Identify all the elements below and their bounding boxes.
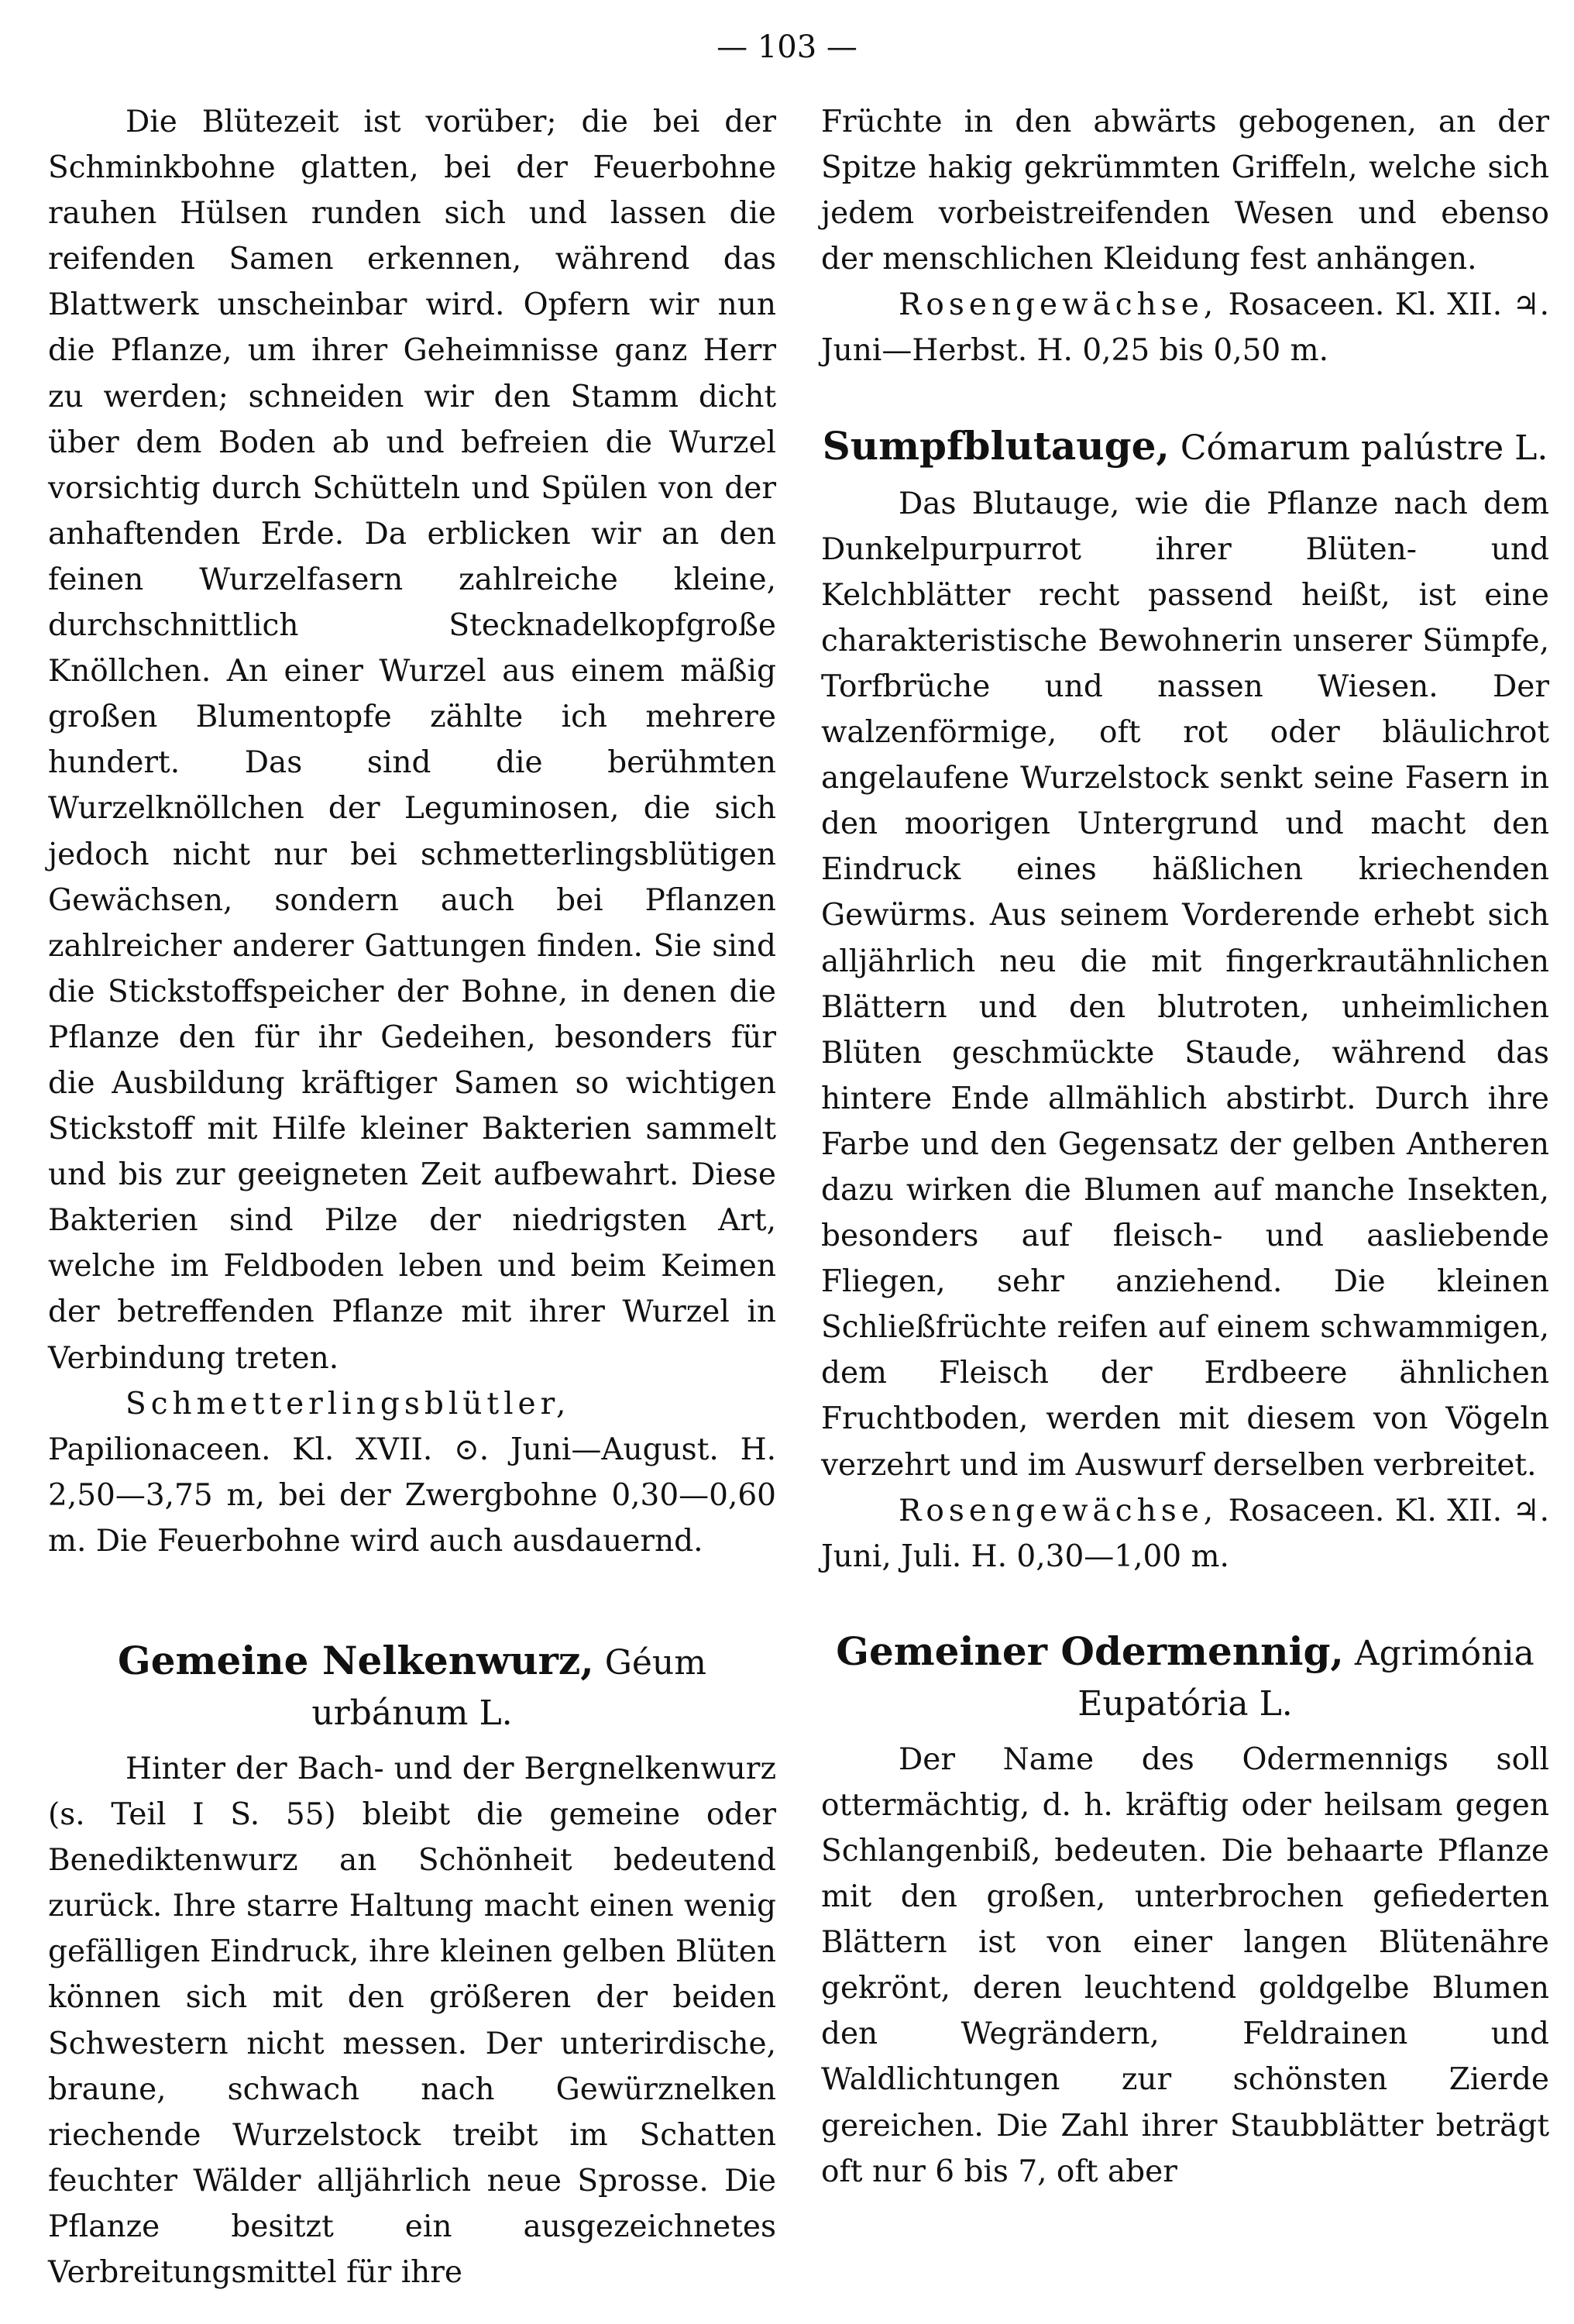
geum-latin-name-b: urbánum L. (311, 1693, 513, 1733)
agrimonia-latin-name-b: Eupatória L. (1077, 1683, 1293, 1724)
comarum-german-name: Sumpfblutauge, (822, 422, 1170, 469)
left-column (48, 99, 776, 2295)
geum-classification-paragraph (821, 282, 1549, 373)
geum-family-name: Rosengewächse, (899, 287, 1218, 323)
agrimonia-latin-name-a: Agrimónia (1343, 1633, 1534, 1673)
geum-continued-paragraph: Früchte in den abwärts gebogenen, an der Spitze hakig gekrümmten Griffeln, welche sich jedem vorbeistreifenden Wesen und ebenso der menschlichen Kleidung fest anhängen. (821, 105, 1549, 277)
bean-root-nodules-paragraph: Die Blütezeit ist vorüber; die bei der Schminkbohne glatten, bei der Feuerbohne rauhen Hülsen runden sich und lassen die reifenden Samen erkennen, während das Blattwerk unscheinbar wird. Opfern wir nun die Pflanze, um ihrer Geheimnisse ganz Herr zu werden; schneiden wir den Stamm dicht über dem Boden ab und befreien die Wurzel vorsichtig durch Schütteln und Spülen von der anhaftenden Erde. Da erblicken wir an den feinen Wurzelfasern zahlreiche kleine, durchschnittlich Stecknadelkopfgroße Knöllchen. An einer Wurzel aus einem mäßig großen Blumentopfe zählte ich mehrere hundert. Das sind die berühmten Wurzelknöllchen der Leguminosen, die sich jedoch nicht nur bei schmetterlingsblütigen Gewächsen, sondern auch bei Pflanzen zahlreicher anderer Gattungen finden. Sie sind die Stickstoffspeicher der Bohne, in denen die Pflanze den für ihr Gedeihen, besonders für die Ausbildung kräftiger Samen so wichtigen Stickstoff mit Hilfe kleiner Bakterien sammelt und bis zur geeigneten Zeit aufbewahrt. Diese Bakterien sind Pilze der niedrigsten Art, welche im Feldboden leben und beim Keimen der betreffenden Pflanze mit ihrer Wurzel in Verbindung treten. (48, 105, 776, 1376)
comarum-latin-name: Cómarum palústre L. (1169, 428, 1548, 468)
page-number: — 103 — (717, 29, 857, 65)
agrimonia-description-paragraph: Der Name des Odermennigs soll ottermächtig, d. h. kräftig oder heilsam gegen Schlangenbiß, bedeuten. Die behaarte Pflanze mit den großen, unterbrochen gefiederten Blättern ist von einer langen Blütenähre gekrönt, deren leuchtend goldgelbe Blumen den Wegrändern, Feldrainen und Waldlichtungen zur schönsten Zierde gereichen. Die Zahl ihrer Staubblätter beträgt oft nur 6 bis 7, oft aber (821, 1741, 1549, 2189)
comarum-family-name: Rosengewächse, (899, 1493, 1218, 1528)
geum-german-name: Gemeine Nelkenwurz, (118, 1638, 594, 1683)
agrimonia-heading (821, 1626, 1549, 1729)
comarum-description-paragraph: Das Blutauge, wie die Pflanze nach dem Dunkelpurpurrot ihrer Blüten- und Kelchblätter recht passend heißt, ist eine charakteristische Bewohnerin unserer Sümpfe, Torfbrüche und nassen Wiesen. Der walzenförmige, oft rot oder bläulichrot angelaufene Wurzelstock senkt seine Fasern in den moorigen Untergrund und macht den Eindruck eines häßlichen kriechenden Gewürms. Aus seinem Vorderende erhebt sich alljährlich neu die mit fingerkrautähnlichen Blättern und den blutroten, unheimlichen Blüten geschmückte Staude, während das hintere Ende allmählich abstirbt. Durch ihre Farbe und den Gegensatz der gelben Antheren dazu wirken die Blumen auf manche Insekten, besonders auf fleisch- und aasliebende Fliegen, sehr anziehend. Die kleinen Schließfrüchte reifen auf einem schwammigen, dem Fleisch der Erdbeere ähnlichen Fruchtboden, werden mit diesem von Vögeln verzehrt und im Auswurf derselben verbreitet. (821, 486, 1549, 1483)
agrimonia-german-name: Gemeiner Odermennig, (836, 1628, 1344, 1674)
geum-latin-name-a: Géum (593, 1643, 706, 1683)
bean-classification-paragraph (48, 1381, 776, 1564)
geum-heading (48, 1635, 776, 1738)
comarum-heading (821, 421, 1549, 473)
right-column (821, 99, 1549, 2195)
comarum-classification-text: Rosaceen. Kl. XII. ♃. Juni, Juli. H. 0,30—1,00 m. (821, 1493, 1549, 1574)
comarum-classification-paragraph (821, 1488, 1549, 1580)
geum-description-paragraph: Hinter der Bach- und der Bergnelkenwurz (s. Teil I S. 55) bleibt die gemeine oder Benediktenwurz an Schönheit bedeutend zurück. Ihre starre Haltung macht einen wenig gefälligen Eindruck, ihre kleinen gelben Blüten können sich mit den größeren der beiden Schwestern nicht messen. Der unterirdische, braune, schwach nach Gewürznelken riechende Wurzelstock treibt im Schatten feuchter Wälder alljährlich neue Sprosse. Die Pflanze besitzt ein ausgezeichnetes Verbreitungsmittel für ihre (48, 1752, 776, 2291)
bean-classification-text: Papilionaceen. Kl. XVII. ⊙. Juni—August. H. 2,50—3,75 m, bei der Zwergbohne 0,30—0,60 m. Die Feuerbohne wird auch ausdauernd. (48, 1432, 776, 1559)
geum-classification-text: Rosaceen. Kl. XII. ♃. Juni—Herbst. H. 0,25 bis 0,50 m. (821, 287, 1549, 369)
bean-family-name: Schmetterlingsblütler, (125, 1386, 571, 1422)
